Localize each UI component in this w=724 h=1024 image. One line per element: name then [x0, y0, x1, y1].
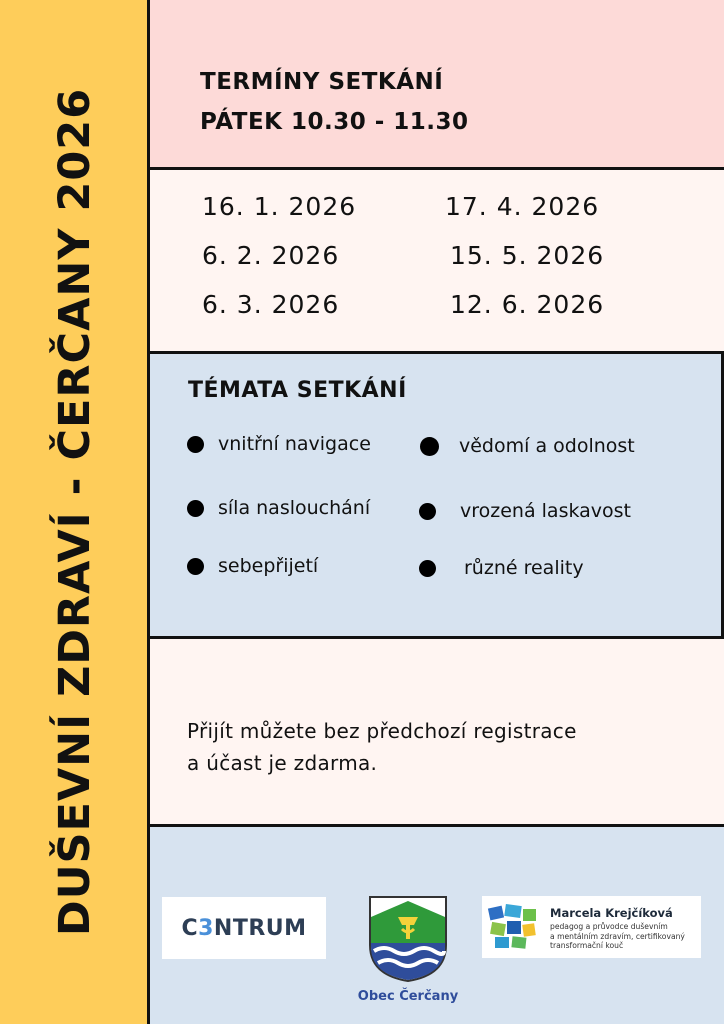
bullet-icon — [419, 560, 436, 577]
topic-label: vědomí a odolnost — [459, 435, 635, 457]
registration-note — [187, 715, 577, 779]
sidebar — [0, 0, 150, 1024]
centrum-wordmark: C3NTRUM — [181, 915, 307, 941]
schedule-time: PÁTEK 10.30 - 11.30 — [200, 109, 469, 135]
topic-item — [419, 557, 584, 579]
date-item: 12. 6. 2026 — [450, 290, 605, 319]
topic-label: síla naslouchání — [218, 497, 371, 519]
partners-footer — [150, 827, 724, 1024]
topic-label: vnitřní navigace — [218, 433, 371, 455]
schedule-title: TERMÍNY SETKÁNÍ — [200, 69, 444, 95]
note-line: Přijít můžete bez předchozí registrace — [187, 719, 577, 743]
bullet-icon — [187, 500, 204, 517]
dates-section — [150, 170, 724, 354]
topic-item — [420, 435, 635, 457]
note-section — [150, 639, 724, 827]
centrum-logo — [162, 897, 326, 959]
topic-item — [187, 497, 370, 519]
cercany-crest-icon — [368, 895, 448, 983]
date-item: 16. 1. 2026 — [202, 192, 357, 221]
date-item: 15. 5. 2026 — [450, 241, 605, 270]
schedule-heading — [200, 62, 469, 142]
bullet-icon — [419, 503, 436, 520]
marcela-name: Marcela Krejčíková — [550, 906, 673, 920]
topics-section — [150, 354, 724, 639]
marcela-logo — [482, 896, 701, 958]
bullet-icon — [187, 436, 204, 453]
marcela-description: pedagog a průvodce duševním a mentálním zdravím, certifikovaný transformační kouč — [550, 922, 685, 951]
topics-title: TÉMATA SETKÁNÍ — [188, 378, 407, 403]
date-item: 6. 3. 2026 — [202, 290, 340, 319]
crest-label: Obec Čerčany — [357, 989, 459, 1004]
topic-label: sebepřijetí — [218, 555, 319, 577]
date-item: 6. 2. 2026 — [202, 241, 340, 270]
schedule-header — [150, 0, 724, 170]
topic-item — [187, 433, 371, 455]
note-line: a účast je zdarma. — [187, 751, 378, 775]
sidebar-title: DUŠEVNÍ ZDRAVÍ - ČERČANY 2026 — [50, 87, 100, 937]
date-item: 17. 4. 2026 — [445, 192, 600, 221]
puzzle-logo-icon — [487, 903, 539, 951]
topic-label: vrozená laskavost — [460, 500, 631, 522]
topic-item — [187, 555, 318, 577]
bullet-icon — [420, 437, 439, 456]
bullet-icon — [187, 558, 204, 575]
topic-item — [419, 500, 631, 522]
topic-label: různé reality — [464, 557, 584, 579]
